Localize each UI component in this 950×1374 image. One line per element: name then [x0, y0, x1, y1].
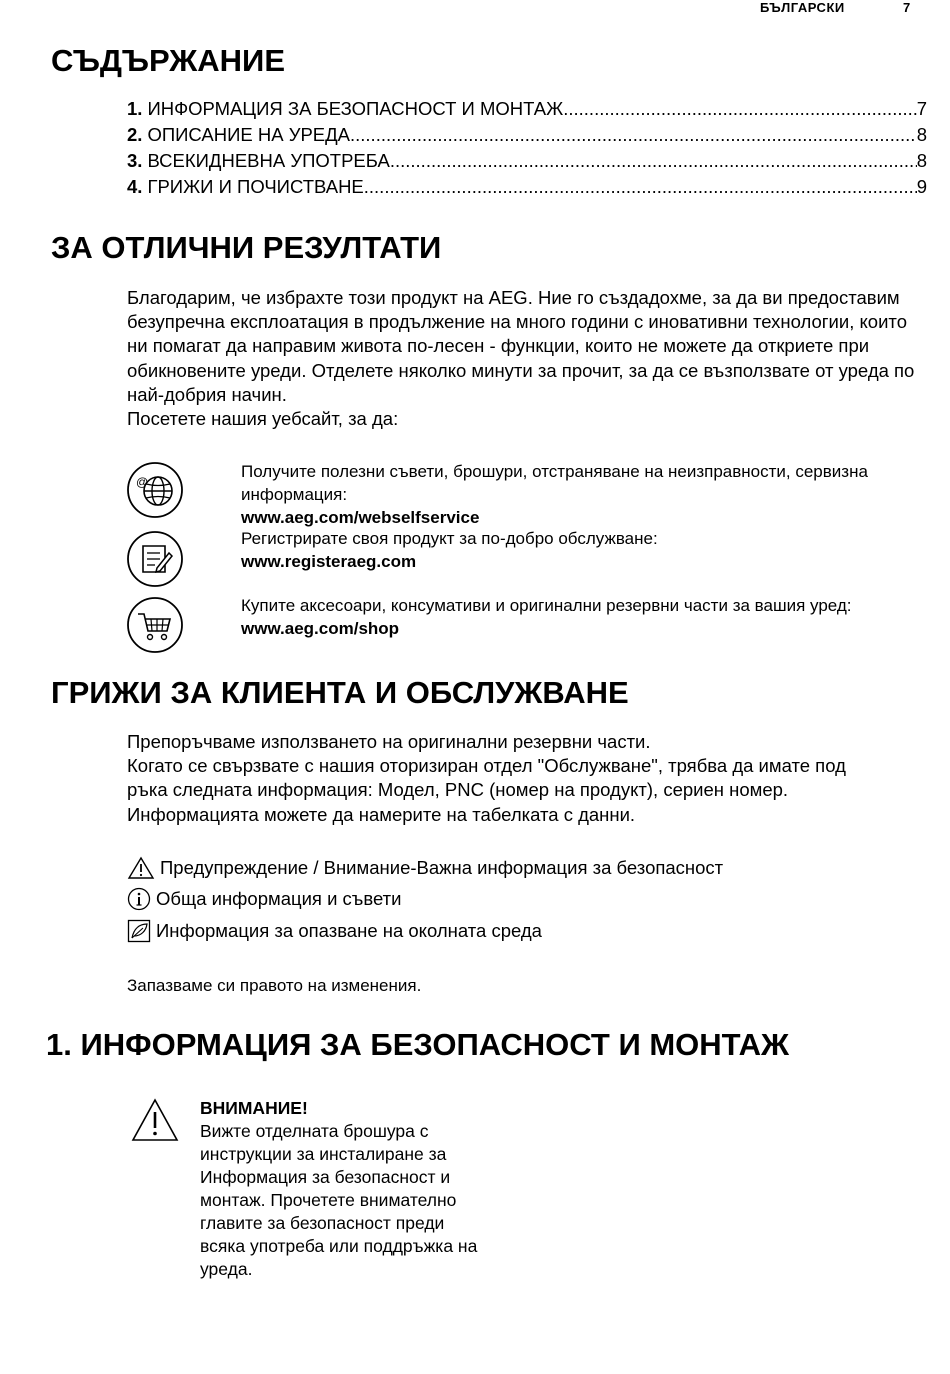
register-icon	[127, 531, 183, 592]
link-block-shop	[241, 594, 921, 640]
toc-item-number: 2.	[127, 124, 143, 145]
link-text: Получите полезни съвети, брошури, отстраняване на неизправности, сервизна информация:	[241, 462, 868, 504]
page-number: 7	[903, 0, 911, 15]
contents-title: СЪДЪРЖАНИЕ	[51, 43, 285, 78]
legend-label: Информация за опазване на околната среда	[156, 920, 542, 941]
perfect-results-title: ЗА ОТЛИЧНИ РЕЗУЛТАТИ	[51, 230, 442, 265]
legend-label: Предупреждение / Внимание-Важна информация за безопасност	[160, 857, 724, 878]
toc-item-page: 7	[916, 98, 927, 119]
intro-paragraph: Благодарим, че избрахте този продукт на AEG. Ние го създадохме, за да ви предоставим безупречна експлоатация в продължение на много години с иновативни технологии, които ни помагат да направим живота по-лесен - функции, които не можете да откриете при обикновените уреди. Отделете няколко минути за прочит, за да се възползвате от уреда по най-добрия начин.	[127, 287, 915, 405]
info-icon	[127, 887, 151, 911]
visit-prompt: Посетете нашия уебсайт, за да:	[127, 408, 399, 430]
toc-leader	[390, 148, 917, 174]
link-block-support	[241, 460, 921, 529]
warning-title: ВНИМАНИЕ!	[200, 1098, 308, 1118]
header-language: БЪЛГАРСКИ	[760, 0, 845, 15]
link-url[interactable]: www.aeg.com/shop	[241, 619, 400, 638]
link-url[interactable]: www.aeg.com/webselfservice	[241, 508, 480, 527]
toc-item-label: ВСЕКИДНЕВНА УПОТРЕБА	[147, 150, 390, 171]
legend-item-info	[127, 886, 401, 912]
toc-item-page: 8	[916, 150, 927, 171]
leaf-icon	[127, 919, 151, 943]
toc-item[interactable]	[127, 122, 927, 148]
toc-item-label: ГРИЖИ И ПОЧИСТВАНЕ	[147, 176, 364, 197]
disclaimer: Запазваме си правото на изменения.	[127, 976, 422, 995]
safety-warning	[200, 1097, 480, 1281]
toc-leader	[563, 96, 916, 122]
care-line: Когато се свързвате с нашия оторизиран отдел "Обслужване", трябва да имате под ръка следната информация: Модел, PNC (номер на продукт), сериен номер.	[127, 755, 846, 801]
table-of-contents	[127, 96, 927, 200]
toc-item-number: 1.	[127, 98, 143, 119]
toc-item-page: 9	[916, 176, 927, 197]
link-url[interactable]: www.registeraeg.com	[241, 552, 417, 571]
customer-care-body	[127, 730, 887, 827]
warning-icon	[130, 1097, 180, 1148]
toc-leader	[350, 122, 917, 148]
svg-text:@: @	[136, 475, 149, 489]
toc-leader	[364, 174, 917, 200]
globe-icon	[127, 462, 183, 523]
legend-item-environment	[127, 918, 542, 944]
care-line: Информацията можете да намерите на табелката с данни.	[127, 803, 636, 825]
toc-item-number: 4.	[127, 176, 143, 197]
link-text: Регистрирате своя продукт за по-добро обслужване:	[241, 529, 658, 548]
customer-care-title: ГРИЖИ ЗА КЛИЕНТА И ОБСЛУЖВАНЕ	[51, 675, 629, 710]
perfect-results-body	[127, 286, 917, 431]
toc-item-label: ОПИСАНИЕ НА УРЕДА	[147, 124, 350, 145]
toc-item[interactable]	[127, 96, 927, 122]
care-line: Препоръчваме използването на оригинални резервни части.	[127, 731, 651, 752]
toc-item[interactable]	[127, 174, 927, 200]
legend-label: Обща информация и съвети	[156, 888, 402, 909]
warning-icon	[127, 856, 155, 880]
safety-title: 1. ИНФОРМАЦИЯ ЗА БЕЗОПАСНОСТ И МОНТАЖ	[46, 1027, 790, 1062]
toc-item-page: 8	[916, 124, 927, 145]
toc-item[interactable]	[127, 148, 927, 174]
toc-item-label: ИНФОРМАЦИЯ ЗА БЕЗОПАСНОСТ И МОНТАЖ	[147, 98, 564, 119]
cart-icon	[127, 597, 183, 658]
legend-item-warning	[127, 855, 723, 881]
warning-text: Вижте отделната брошура с инструкции за инсталиране за Информация за безопасност и монтаж. Прочетете внимателно главите за безопасност преди всяка употреба или поддръжка на уреда.	[200, 1121, 478, 1279]
link-block-register	[241, 527, 921, 573]
toc-item-number: 3.	[127, 150, 143, 171]
link-text: Купите аксесоари, консумативи и оригинални резервни части за вашия уред:	[241, 596, 852, 615]
